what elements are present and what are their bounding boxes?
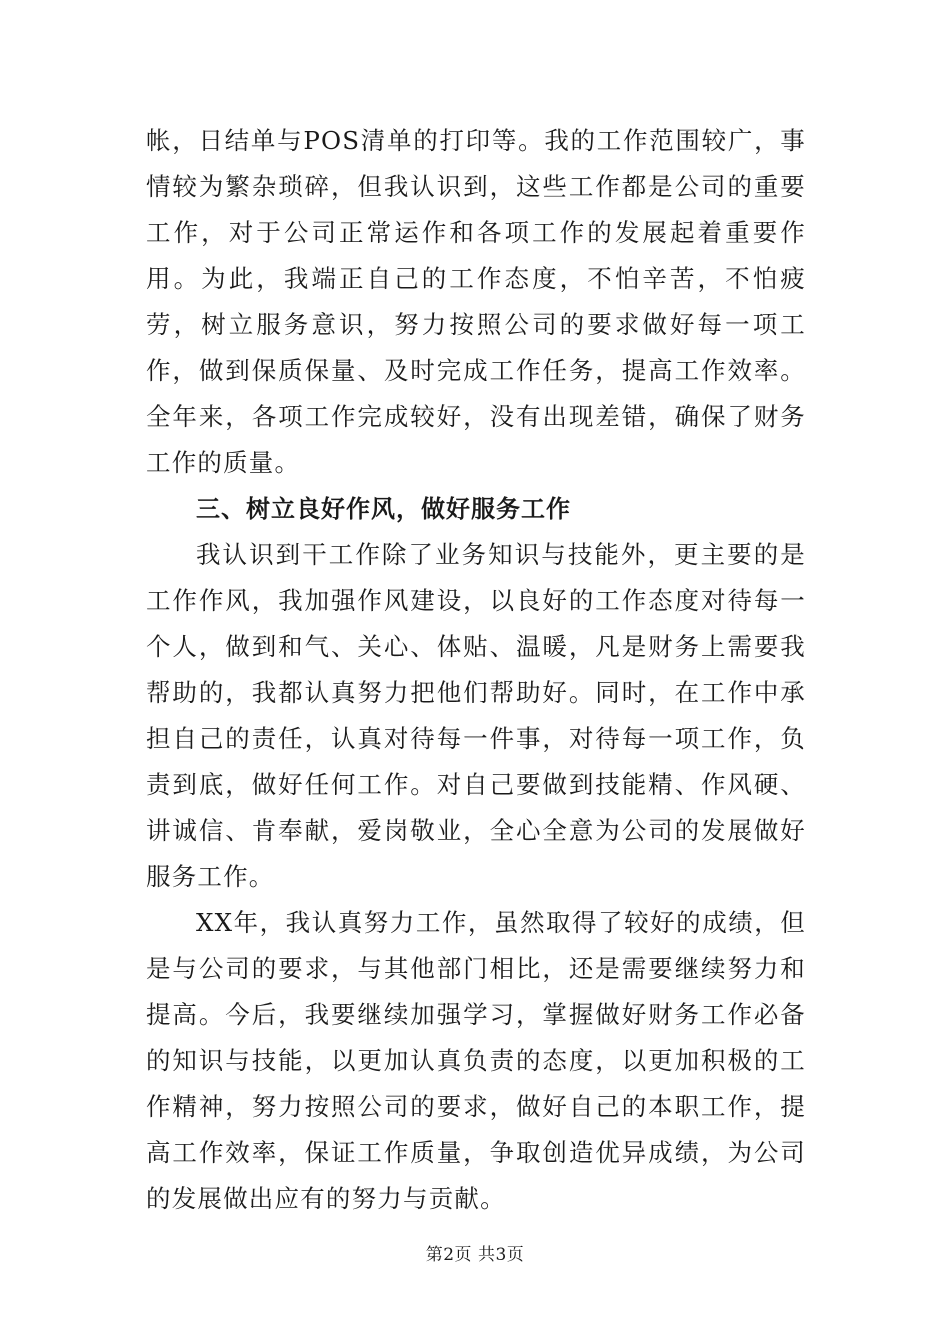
section-heading: 三、树立良好作风，做好服务工作 [196, 495, 571, 523]
document-body [146, 118, 806, 1222]
paragraph-work-style: 我认识到干工作除了业务知识与技能外，更主要的是工作作风，我加强作风建设，以良好的工作态度对待每一个人，做到和气、关心、体贴、温暖，凡是财务上需要我帮助的，我都认真努力把他们帮助好。同时，在工作中承担自己的责任，认真对待每一件事，对待每一项工作，负责到底，做好任何工作。对自己要做到技能精、作风硬、讲诚信、肯奉献，爱岗敬业，全心全意为公司的发展做好服务工作。 [146, 540, 806, 891]
paragraph-conclusion: XX年，我认真努力工作，虽然取得了较好的成绩，但是与公司的要求，与其他部门相比，还是需要继续努力和提高。今后，我要继续加强学习，掌握做好财务工作必备的知识与技能，以更加认真负责的态度，以更加积极的工作精神，努力按照公司的要求，做好自己的本职工作，提高工作效率，保证工作质量，争取创造优异成绩，为公司的发展做出应有的努力与贡献。 [146, 908, 806, 1213]
page-number: 第2页 共3页 [425, 1245, 525, 1265]
paragraph-continued: 帐，日结单与POS清单的打印等。我的工作范围较广，事情较为繁杂琐碎，但我认识到，这些工作都是公司的重要工作，对于公司正常运作和各项工作的发展起着重要作用。为此，我端正自己的工作态度，不怕辛苦，不怕疲劳，树立服务意识，努力按照公司的要求做好每一项工作，做到保质保量、及时完成工作任务，提高工作效率。全年来，各项工作完成较好，没有出现差错，确保了财务工作的质量。 [146, 126, 806, 477]
